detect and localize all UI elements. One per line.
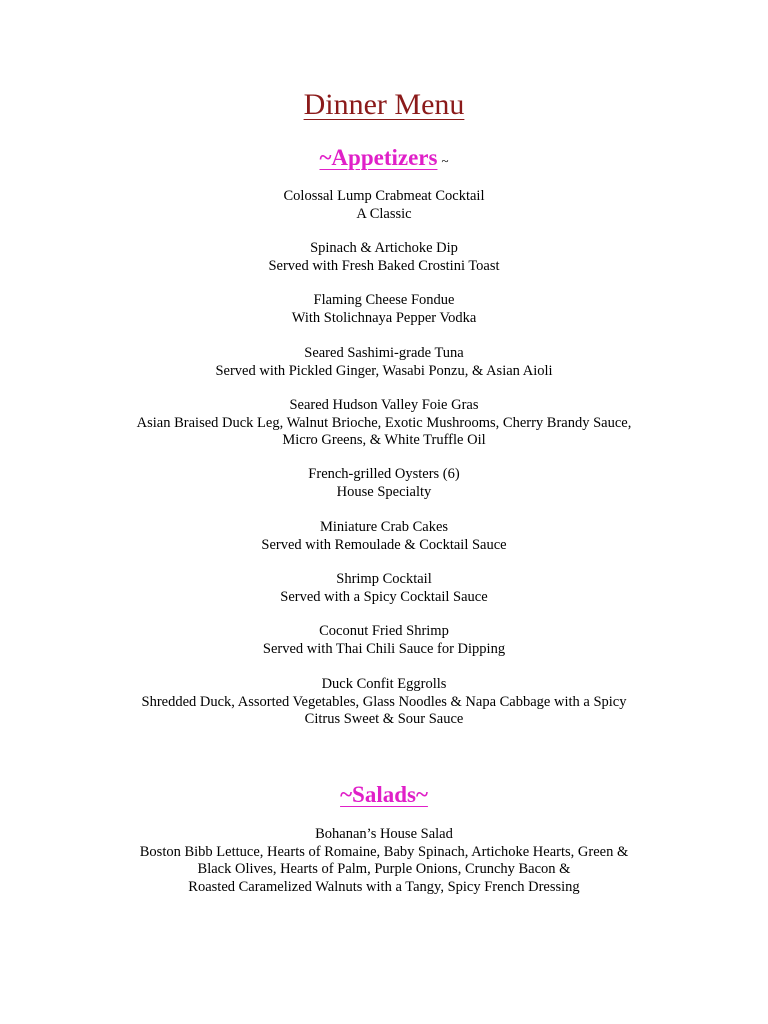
menu-item-cheese-fondue <box>0 292 768 327</box>
item-description: Served with Pickled Ginger, Wasabi Ponzu, & Asian Aioli <box>215 362 553 379</box>
item-description: Citrus Sweet & Sour Sauce <box>304 711 464 728</box>
page-title: Dinner Menu <box>303 88 465 121</box>
item-description: Served with a Spicy Cocktail Sauce <box>280 588 488 605</box>
salads-heading <box>0 782 768 808</box>
menu-item-sashimi-tuna <box>0 345 768 380</box>
item-description: With Stolichnaya Pepper Vodka <box>291 309 477 326</box>
menu-item-foie-gras <box>0 397 768 450</box>
item-name: Bohanan’s House Salad <box>315 826 453 842</box>
item-description: Shredded Duck, Assorted Vegetables, Glass Noodles & Napa Cabbage with a Spicy <box>141 693 627 710</box>
item-description: Micro Greens, & White Truffle Oil <box>282 432 486 449</box>
item-name: Coconut Fried Shrimp <box>319 623 449 639</box>
item-name: Flaming Cheese Fondue <box>313 292 455 308</box>
item-description: House Specialty <box>336 483 432 500</box>
item-description: Asian Braised Duck Leg, Walnut Brioche, Exotic Mushrooms, Cherry Brandy Sauce, <box>136 414 632 431</box>
menu-item-duck-eggrolls <box>0 676 768 729</box>
menu-item-crab-cakes <box>0 519 768 554</box>
salads-heading-text: ~Salads~ <box>340 782 428 807</box>
item-description: Served with Fresh Baked Crostini Toast <box>268 257 500 274</box>
item-name: Miniature Crab Cakes <box>319 519 449 535</box>
item-name: French-grilled Oysters (6) <box>308 466 460 482</box>
item-name: Shrimp Cocktail <box>336 571 432 587</box>
item-name: Seared Sashimi-grade Tuna <box>304 345 464 361</box>
item-description: Boston Bibb Lettuce, Hearts of Romaine, Baby Spinach, Artichoke Hearts, Green & <box>139 843 629 860</box>
menu-item-spinach-dip <box>0 240 768 275</box>
item-description: A Classic <box>356 205 412 222</box>
menu-item-coconut-shrimp <box>0 623 768 658</box>
item-name: Colossal Lump Crabmeat Cocktail <box>283 188 485 204</box>
item-name: Duck Confit Eggrolls <box>321 676 447 692</box>
menu-item-crabmeat-cocktail <box>0 188 768 223</box>
menu-item-house-salad <box>0 826 768 896</box>
item-description: Black Olives, Hearts of Palm, Purple Onions, Crunchy Bacon & <box>197 861 571 878</box>
menu-item-shrimp-cocktail <box>0 571 768 606</box>
item-description: Served with Thai Chili Sauce for Dipping <box>262 640 506 657</box>
menu-item-grilled-oysters <box>0 466 768 501</box>
item-name: Seared Hudson Valley Foie Gras <box>289 397 479 413</box>
item-description: Served with Remoulade & Cocktail Sauce <box>261 536 507 553</box>
appetizers-heading-text: ~Appetizers <box>319 145 438 170</box>
appetizers-heading <box>0 145 768 171</box>
item-description: Roasted Caramelized Walnuts with a Tangy, Spicy French Dressing <box>188 878 580 895</box>
item-name: Spinach & Artichoke Dip <box>310 240 458 256</box>
appetizers-heading-tail: ~ <box>441 153 449 168</box>
